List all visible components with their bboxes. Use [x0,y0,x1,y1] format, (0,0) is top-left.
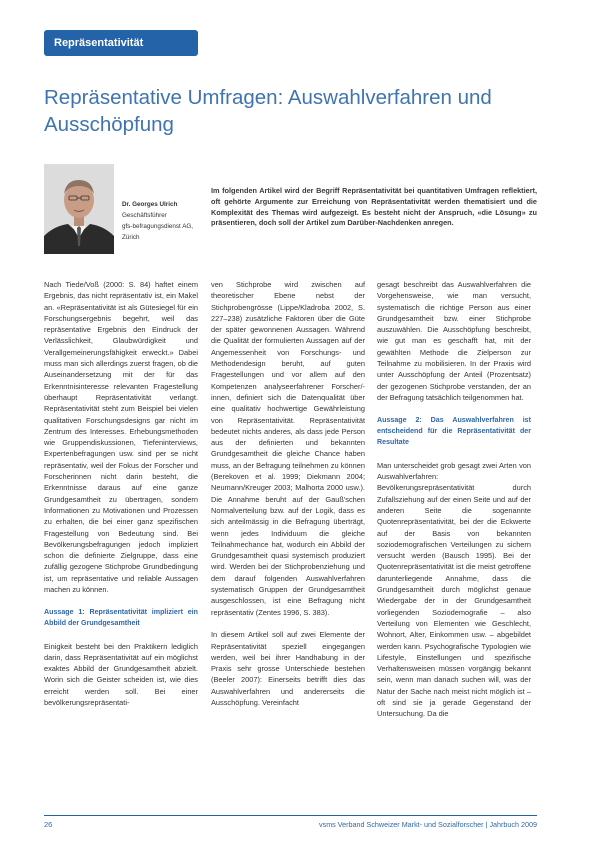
author-company: gfs-befragungsdienst AG, [122,223,194,230]
author-photo [44,164,114,254]
page-number: 26 [44,820,53,829]
paragraph: Nach Tiede/Voß (2000: S. 84) haftet einem Ergebnis, das nicht repräsentativ ist, ein Makel an. «Repräsentativität ist als Gütesiegel für ein Forschungsergebnis begehrt, weil das repräsentative Ergebnis den Eindruck der Verlässlichkeit, Glaubwürdigkeit und Verallgemeinerungsfähigkeit erweckt.» Dabei muss man sich allerdings zuerst fragen, ob die Auseinandersetzung mit der für das Erkenntnisinteresse relevanten Fragestellung überhaupt Repräsentativität verlangt. Repräsentativität steht zum Beispiel bei vielen qualitativen Forschungsdesigns gar nicht im Zentrum des Interesses. Erhebungsmethoden wie Gruppendiskussionen, Tiefeninterviews, Expertenbefragungen usw. sind per se nicht repräsentativ, weil der Fokus der Forscher und Forscherinnen nicht darin besteht, die Erkenntnisse daraus auf eine ganze Grundgesamtheit zu übertragen, sondern Informationen zu Motivationen und Prozessen zu erhalten, die bei einer ganz spezifischen Fragestellung von Bedeutung sind. Bei Bevölkerungsbefragungen jedoch impliziert schon die definierte Zielgruppe, dass eine zufällig gezogene Stichprobe Grundbedingung ist, um repräsentative und reliable Aussagen machen zu können. [44,280,198,595]
section-heading: Aussage 1: Repräsentativität impliziert ein Abbild der Grundgesamtheit [44,607,198,627]
paragraph: ven Stichprobe wird zwischen auf theoretischer Ebene nebst der Stichprobengrösse (Lippe/Kladroba 2002, S. 227–238) zusätzliche Faktoren über die Güte der später gewonnenen Aussagen. Während die Qualität der formulierten Aussagen auf der Angemessenheit von Forschungs- und Methodendesign beruht, auf guten Fragestellungen und vor allem auf den Kompetenzen analyseerfahrener Forscher/-innen, definiert sich die Datenqualität über eine qualitativ hochwertige Gewährleistung von Repräsentativität. Repräsentativität bedeutet nichts anderes, als dass jede Person aus der definierten und bekannten Grundgesamtheit die gleiche Chance haben muss, an der Befragung teilnehmen zu können (Berekoven et al. 1999; Diekmann 2004; Neumann/Kreuger 2003; Malhorta 2000 usw.). Die Annahme beruht auf der Gauß'schen Normalverteilung bzw. auf der Logik, dass es sich anteilmässig in die Befragung überträgt, wenn jedes Individuum die gleiche Teilnahmechance hat, wodurch ein Abbild der Grundgesamtheit quasi systemisch produziert wird. Werden bei der Stichprobenziehung und dem darauf folgenden Auswahlverfahren systematisch Gruppen der Grundgesamtheit ausgeschlossen, ist eine Befragung nicht repräsentativ (Zentes 1996, S. 383). [211,280,365,617]
author-city: Zürich [122,234,140,241]
paragraph: gesagt beschreibt das Auswahlverfahren die Vorgehensweise, wie man versucht, systematisch die richtige Person aus einer Grundgesamtheit bzw. einer Stichprobe auszuwählen. Die Ausschöpfung beschreibt, wie gut man es geschafft hat, mit der gewählten Methode die Zielperson zur Teilnahme zu mobilisieren. In der Praxis wird unter Ausschöpfung der Anteil (Prozentsatz) der gezogenen Stichprobe verstanden, der an der Befragung tatsächlich teilgenommen hat. [377,280,531,402]
author-role: Geschäftsführer [122,212,167,219]
section-heading: Aussage 2: Das Auswahlverfahren ist entscheidend für die Repräsentativität der Resultate [377,415,531,447]
text-column-2 [211,279,365,708]
text-column-3 [377,279,531,720]
paragraph: Man unterscheidet grob gesagt zwei Arten von Auswahlverfahren: Bevölkerungsrepräsentativität durch Zufallsziehung auf der einen Seite und auf der anderen Seite die sogenannte Quotenrepräsentativität, bei der die Eckwerte auf der Basis von bekannten soziodemografischen Verteilungen zu sichern versucht werden (Bausch 1995). Bei der Quotenrepräsentativität ist die meist getroffene darunterliegende Annahme, dass die Grundgesamtheit durch möglichst genaue Wiedergabe der in der Grundgesamtheit vorliegenden Soziodemografie – also Verteilung von Elementen wie Geschlecht, Wohnort, Alter, Einkommen usw. – abgebildet werden kann. Psychografische Typologien wie Lifestyle, Einstellungen und spezifische Verhaltensweisen müssen vorgängig bekannt sein, wenn man danach suchen will, was der Natur der Sache nach meist nicht möglich ist – oft sind sie ja gerade Gegenstand der Untersuchung. Da die [377,460,531,719]
article-lead: Im folgenden Artikel wird der Begriff Repräsentativität bei quantitativen Umfragen reflektiert, oft gehörte Argumente zur Erreichung von Repräsentativität werden thematisiert und die Komplexität des Themas wird aufgezeigt. Es besteht nicht der Anspruch, «die Lösung» zu präsentieren, doch soll der Artikel zum Darüber-Nachdenken anregen. [211,186,537,228]
footer-publication: vsms Verband Schweizer Markt- und Sozialforscher | Jahrbuch 2009 [319,820,537,829]
author-info [122,199,212,243]
paragraph: Einigkeit besteht bei den Praktikern lediglich darin, dass Repräsentativität auf ein möglichst exaktes Abbild der Grundgesamtheit abzielt. Worin sich die Geister scheiden ist, wie dies erreicht werden soll. Bei einer bevölkerungsrepräsentati- [44,641,198,707]
author-name: Dr. Georges Ulrich [122,201,178,208]
text-column-1 [44,279,198,708]
article-title: Repräsentative Umfragen: Auswahlverfahren und Ausschöpfung [44,86,492,136]
footer-rule [44,815,537,816]
section-tag: Repräsentativität [44,30,198,56]
paragraph: In diesem Artikel soll auf zwei Elemente der Repräsentativität speziell eingegangen werden, weil bei ihrer Handhabung in der Praxis sehr grosse Unterschiede bestehen (Beeler 2007): Einerseits betrifft dies das Auswahlverfahren und andererseits die Ausschöpfung. Vereinfacht [211,630,365,707]
